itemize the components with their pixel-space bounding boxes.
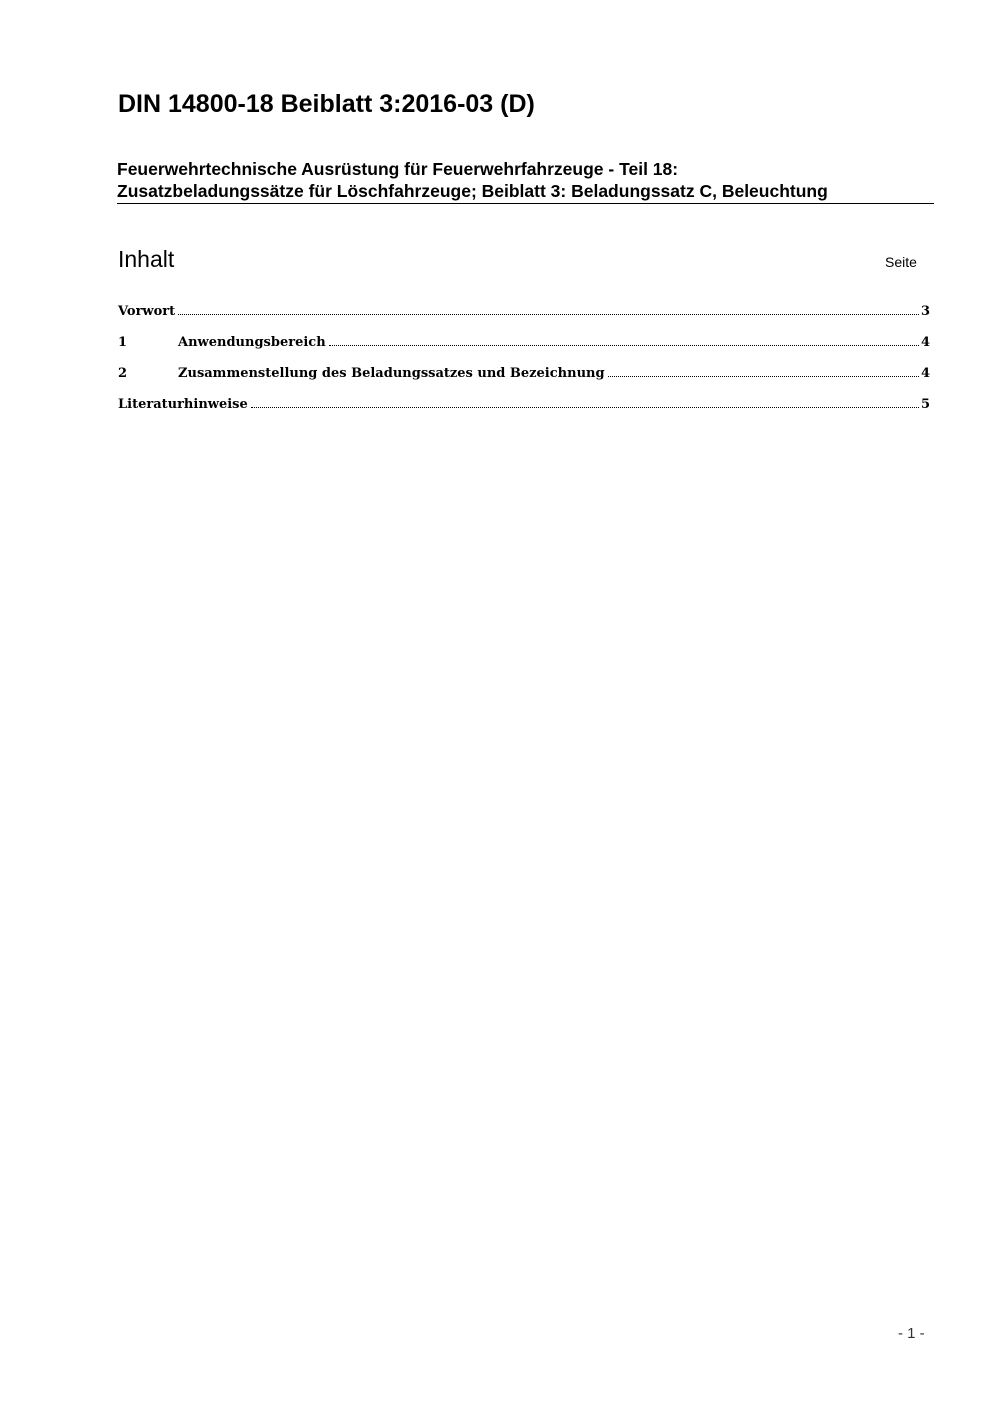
toc-entry-title: Vorwort [118,304,176,319]
toc-entry-page: 4 [920,335,930,350]
page-number: - 1 - [898,1325,925,1342]
toc-entry-title: Literaturhinweise [118,397,248,412]
toc-entry-number: 2 [118,366,128,381]
toc-entry-anwendungsbereich[interactable] [118,333,930,364]
document-title: DIN 14800-18 Beiblatt 3:2016-03 (D) [118,90,535,118]
toc-entry-page: 3 [920,304,930,319]
toc-entry-page: 5 [920,397,930,412]
toc-entry-title: Zusammenstellung des Beladungssatzes und Bezeichnung [178,366,605,381]
toc-entry-number: 1 [118,335,128,350]
document-subtitle [117,158,934,204]
toc-leader-dots [178,314,919,315]
subtitle-line-1: Feuerwehrtechnische Ausrüstung für Feuerwehrfahrzeuge - Teil 18: [117,159,679,179]
toc-leader-dots [251,407,919,408]
toc-heading: Inhalt [118,246,175,272]
toc-entry-vorwort[interactable] [118,302,930,333]
toc-page-column-label: Seite [885,254,917,270]
toc-entry-title: Anwendungsbereich [178,335,326,350]
toc-leader-dots [329,345,919,346]
toc-entry-page: 4 [920,366,930,381]
toc-entry-zusammenstellung[interactable] [118,364,930,395]
toc-leader-dots [608,376,919,377]
toc-entry-literaturhinweise[interactable] [118,395,930,426]
table-of-contents [118,302,930,426]
subtitle-line-2: Zusatzbeladungssätze für Löschfahrzeuge; Beiblatt 3: Beladungssatz C, Beleuchtung [117,181,828,201]
